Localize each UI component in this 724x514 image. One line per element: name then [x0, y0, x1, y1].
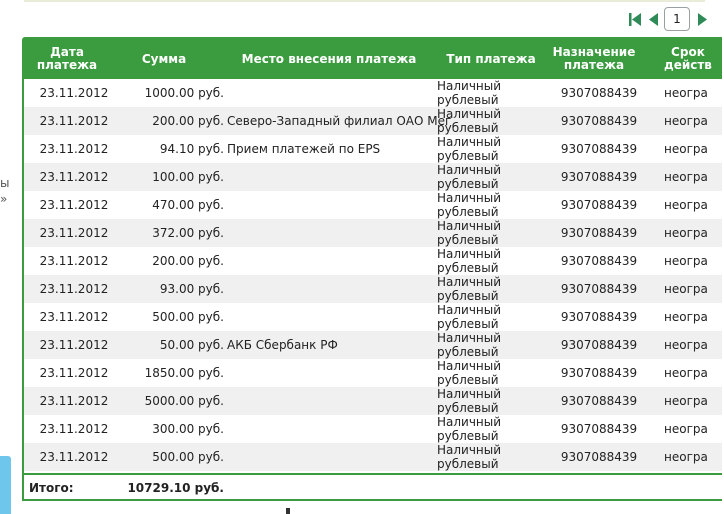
cell-place: Северо-Западный филиал ОАО Мег [227, 114, 452, 128]
cell-date: 23.11.2012 [39, 198, 109, 212]
table-row[interactable] [24, 331, 722, 359]
cell-type-line2: рублевый [437, 429, 499, 443]
cell-type-line2: рублевый [437, 205, 499, 219]
cell-purpose: 9307088439 [560, 366, 638, 380]
cell-sum: 94.10 руб. [159, 142, 224, 156]
cell-purpose: 9307088439 [560, 254, 638, 268]
cell-term: неогра [664, 142, 708, 156]
cell-sum: 300.00 руб. [152, 422, 224, 436]
cell-type-line1: Наличный [437, 387, 502, 401]
cell-place [227, 359, 437, 387]
cell-type-line2: рублевый [437, 457, 499, 471]
table-row[interactable] [24, 107, 722, 135]
table-row[interactable] [24, 79, 722, 107]
cell-place: АКБ Сбербанк РФ [227, 338, 338, 352]
cell-purpose: 9307088439 [560, 422, 638, 436]
cell-type-line1: Наличный [437, 79, 502, 93]
cell-place [227, 163, 437, 191]
cell-type [437, 415, 547, 443]
cell-sum: 93.00 руб. [159, 282, 224, 296]
cell-date: 23.11.2012 [39, 282, 109, 296]
cell-type-line2: рублевый [437, 345, 499, 359]
header-term[interactable]: Срок действ [664, 45, 712, 72]
table-body [24, 79, 722, 471]
cell-purpose: 9307088439 [560, 114, 638, 128]
table-row[interactable] [24, 191, 722, 219]
next-page-icon[interactable] [695, 12, 709, 26]
table-row[interactable] [24, 219, 722, 247]
cell-purpose: 9307088439 [560, 170, 638, 184]
cell-place [227, 219, 437, 247]
cell-type [437, 443, 547, 471]
cell-sum: 372.00 руб. [152, 226, 224, 240]
cell-type [437, 79, 547, 107]
cell-term: неогра [664, 254, 708, 268]
cell-date: 23.11.2012 [39, 310, 109, 324]
cell-term: неогра [664, 394, 708, 408]
cell-type [437, 275, 547, 303]
cell-type-line2: рублевый [437, 121, 499, 135]
cell-type [437, 135, 547, 163]
cell-type [437, 387, 547, 415]
cell-type-line2: рублевый [437, 93, 499, 107]
cell-purpose: 9307088439 [560, 282, 638, 296]
cell-sum: 200.00 руб. [152, 114, 224, 128]
table-row[interactable] [24, 303, 722, 331]
cell-date: 23.11.2012 [39, 450, 109, 464]
cell-term: неогра [664, 450, 708, 464]
left-text-fragment-2[interactable]: » [0, 192, 8, 206]
cell-type-line2: рублевый [437, 149, 499, 163]
cell-place [227, 415, 437, 443]
header-type[interactable]: Тип платежа [446, 51, 536, 66]
cell-purpose: 9307088439 [560, 310, 638, 324]
cell-date: 23.11.2012 [39, 254, 109, 268]
cell-type-line1: Наличный [437, 443, 502, 457]
cell-place: Прием платежей по EPS [227, 142, 381, 156]
cell-purpose: 9307088439 [560, 142, 638, 156]
side-tab[interactable] [0, 456, 11, 514]
cell-type-line1: Наличный [437, 107, 502, 121]
cell-place [227, 303, 437, 331]
cell-type-line2: рублевый [437, 261, 499, 275]
cell-date: 23.11.2012 [39, 226, 109, 240]
cell-type-line2: рублевый [437, 373, 499, 387]
cell-type-line1: Наличный [437, 303, 502, 317]
cell-type [437, 219, 547, 247]
cell-type-line2: рублевый [437, 177, 499, 191]
cell-type-line2: рублевый [437, 289, 499, 303]
table-row[interactable] [24, 387, 722, 415]
cell-type [437, 191, 547, 219]
cell-type [437, 163, 547, 191]
cell-purpose: 9307088439 [560, 450, 638, 464]
cell-place [227, 387, 437, 415]
cell-purpose: 9307088439 [560, 394, 638, 408]
cell-type [437, 107, 547, 135]
cell-date: 23.11.2012 [39, 394, 109, 408]
cell-purpose: 9307088439 [560, 226, 638, 240]
cell-sum: 200.00 руб. [152, 254, 224, 268]
cell-date: 23.11.2012 [39, 422, 109, 436]
table-footer [24, 473, 722, 501]
cell-term: неогра [664, 114, 708, 128]
cell-type-line1: Наличный [437, 359, 502, 373]
cell-date: 23.11.2012 [39, 366, 109, 380]
cell-type-line2: рублевый [437, 233, 499, 247]
cell-term: неогра [664, 198, 708, 212]
cell-place [227, 443, 437, 471]
cell-term: неогра [664, 86, 708, 100]
cell-sum: 500.00 руб. [152, 450, 224, 464]
cell-term: неогра [664, 282, 708, 296]
cell-term: неогра [664, 366, 708, 380]
current-page-number[interactable]: 1 [664, 7, 690, 31]
cell-type-line1: Наличный [437, 331, 502, 345]
cell-date: 23.11.2012 [39, 114, 109, 128]
cell-date: 23.11.2012 [39, 86, 109, 100]
table-row[interactable] [24, 135, 722, 163]
cell-type [437, 303, 547, 331]
left-text-fragment-1: ы [0, 176, 10, 190]
cell-term: неогра [664, 170, 708, 184]
cell-type-line1: Наличный [437, 275, 502, 289]
cell-type [437, 359, 547, 387]
cell-term: неогра [664, 310, 708, 324]
cell-type [437, 331, 547, 359]
cell-type-line1: Наличный [437, 415, 502, 429]
prev-page-icon[interactable] [646, 12, 660, 26]
table-header [24, 39, 722, 79]
cell-sum: 1850.00 руб. [144, 366, 224, 380]
cell-type [437, 247, 547, 275]
header-purpose[interactable]: Назначение платежа [552, 45, 636, 72]
bottom-fragment [286, 508, 290, 514]
top-divider [24, 0, 705, 2]
cell-place [227, 275, 437, 303]
table-row[interactable] [24, 415, 722, 443]
cell-type-line1: Наличный [437, 163, 502, 177]
cell-type-line1: Наличный [437, 219, 502, 233]
first-page-icon[interactable] [628, 12, 642, 26]
cell-date: 23.11.2012 [39, 170, 109, 184]
cell-purpose: 9307088439 [560, 86, 638, 100]
table-row[interactable] [24, 275, 722, 303]
cell-sum: 470.00 руб. [152, 198, 224, 212]
cell-place [227, 247, 437, 275]
cell-purpose: 9307088439 [560, 338, 638, 352]
table-row[interactable] [24, 163, 722, 191]
cell-type-line1: Наличный [437, 191, 502, 205]
cell-date: 23.11.2012 [39, 142, 109, 156]
cell-type-line2: рублевый [437, 317, 499, 331]
table-row[interactable] [24, 359, 722, 387]
total-sum: 10729.10 руб. [127, 481, 224, 495]
cell-type-line1: Наличный [437, 247, 502, 261]
cell-place [227, 191, 437, 219]
cell-term: неогра [664, 422, 708, 436]
cell-sum: 1000.00 руб. [144, 86, 224, 100]
cell-date: 23.11.2012 [39, 338, 109, 352]
cell-sum: 5000.00 руб. [144, 394, 224, 408]
table-row[interactable] [24, 443, 722, 471]
table-row[interactable] [24, 247, 722, 275]
header-sum[interactable]: Сумма [141, 51, 187, 66]
pagination [628, 6, 709, 32]
cell-purpose: 9307088439 [560, 198, 638, 212]
total-label: Итого: [29, 481, 74, 495]
header-place[interactable]: Место внесения платежа [241, 51, 417, 66]
payments-table [22, 37, 722, 501]
header-date[interactable]: Дата платежа [36, 45, 98, 72]
cell-term: неогра [664, 338, 708, 352]
cell-sum: 500.00 руб. [152, 310, 224, 324]
cell-sum: 50.00 руб. [159, 338, 224, 352]
cell-type-line2: рублевый [437, 401, 499, 415]
cell-type-line1: Наличный [437, 135, 502, 149]
cell-term: неогра [664, 226, 708, 240]
cell-sum: 100.00 руб. [152, 170, 224, 184]
cell-place [227, 79, 437, 107]
